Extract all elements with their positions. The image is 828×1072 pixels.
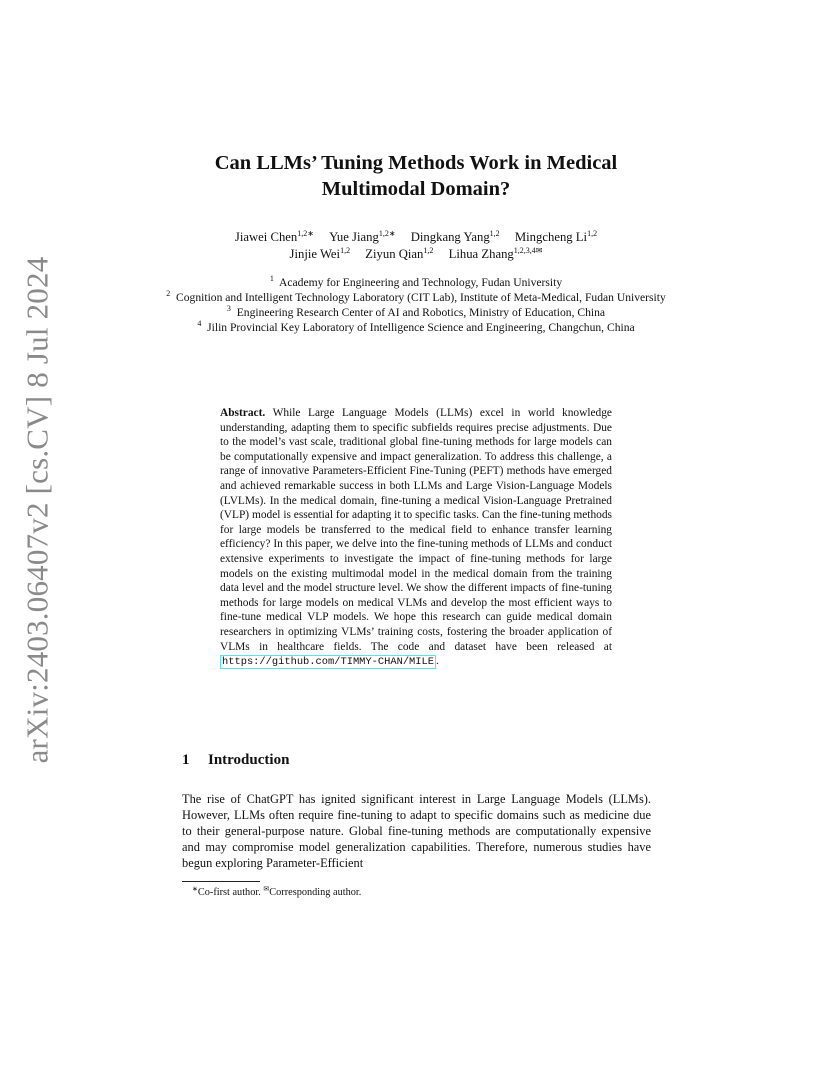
author-list xyxy=(150,229,682,263)
section-title: Introduction xyxy=(208,752,290,768)
author: Mingcheng Li$^{1,2}$ xyxy=(514,229,598,244)
author-line-2 xyxy=(150,246,682,263)
affiliation: $^3$ Engineering Research Center of AI and Robotics, Ministry of Education, China xyxy=(226,304,606,319)
abstract-end-period: . xyxy=(436,655,439,668)
code-repository-link[interactable]: https://github.com/TIMMY-CHAN/MILE xyxy=(222,656,435,669)
author-line-1 xyxy=(150,229,682,246)
abstract-label: Abstract. xyxy=(220,407,266,419)
introduction-paragraph: The rise of ChatGPT has ignited significant interest in Large Language Models (LLMs). However, LLMs often require fine-tuning to adapt to specific domains such as medicine due to their general-purpose nature. Global fine-tuning methods are computationally expensive and may compromise model generalization capabilities. Therefore, numerous studies have begun exploring Parameter-Efficient xyxy=(182,792,651,870)
section-number: 1 xyxy=(182,752,190,768)
affiliation: $^4$ Jilin Provincial Key Laboratory of Intelligence Science and Engineering, Changchun, China xyxy=(197,319,635,334)
title-line-1: Can LLMs’ Tuning Methods Work in Medical xyxy=(214,152,618,174)
footnote: ∗Co-first author. ✉Corresponding author. xyxy=(192,885,362,898)
paper-title xyxy=(150,150,682,202)
abstract-text: While Large Language Models (LLMs) excel in world knowledge understanding, adapting them to specific subfields requires precise adjustments. Due to the model’s vast scale, traditional global fine-tuning methods for large models can be computationally expensive and impact generalization. To address this challenge, a range of innovative Parameters-Efficient Fine-Tuning (PEFT) methods have emerged and achieved remarkable success in both LLMs and Large Vision-Language Models (LVLMs). In the medical domain, fine-tuning a medical Vision-Language Pretrained (VLP) model is essential for adapting it to specific tasks. Can the fine-tuning methods for large models be transferred to the medical field to enhance transfer learning efficiency? In this paper, we delve into the fine-tuning methods of LLMs and conduct extensive experiments to investigate the impact of fine-tuning methods for large models on the existing multimodal model in the medical domain from the training data level and the model structure level. We show the different impacts of fine-tuning methods for large models on medical VLMs and develop the most efficient ways to fine-tune medical VLP models. We hope this research can guide medical domain researchers in optimizing VLMs’ training costs, fostering the broader application of VLMs in healthcare fields. The code and dataset have been released at xyxy=(220,407,612,653)
section-heading xyxy=(182,752,289,769)
author: Jinjie Wei$^{1,2}$ xyxy=(289,246,351,261)
author: Lihua Zhang$^{1,2,3,4✉}$ xyxy=(448,246,543,261)
affiliation: $^1$ Academy for Engineering and Technology, Fudan University xyxy=(269,274,563,289)
affiliation: $^2$ Cognition and Intelligent Technology Laboratory (CIT Lab), Institute of Meta-Medical, Fudan University xyxy=(166,289,666,304)
footnote-rule xyxy=(182,881,260,882)
author: Ziyun Qian$^{1,2}$ xyxy=(365,246,434,261)
arxiv-identifier: arXiv:2403.06407v2 [cs.CV] 8 Jul 2024 xyxy=(19,256,54,764)
arxiv-side-stamp xyxy=(14,256,60,764)
author: Yue Jiang$^{1,2∗}$ xyxy=(329,229,396,244)
author: Jiawei Chen$^{1,2∗}$ xyxy=(234,229,314,244)
title-line-2: Multimodal Domain? xyxy=(321,178,511,200)
author: Dingkang Yang$^{1,2}$ xyxy=(410,229,500,244)
abstract xyxy=(220,406,612,670)
affiliation-list xyxy=(160,275,672,335)
